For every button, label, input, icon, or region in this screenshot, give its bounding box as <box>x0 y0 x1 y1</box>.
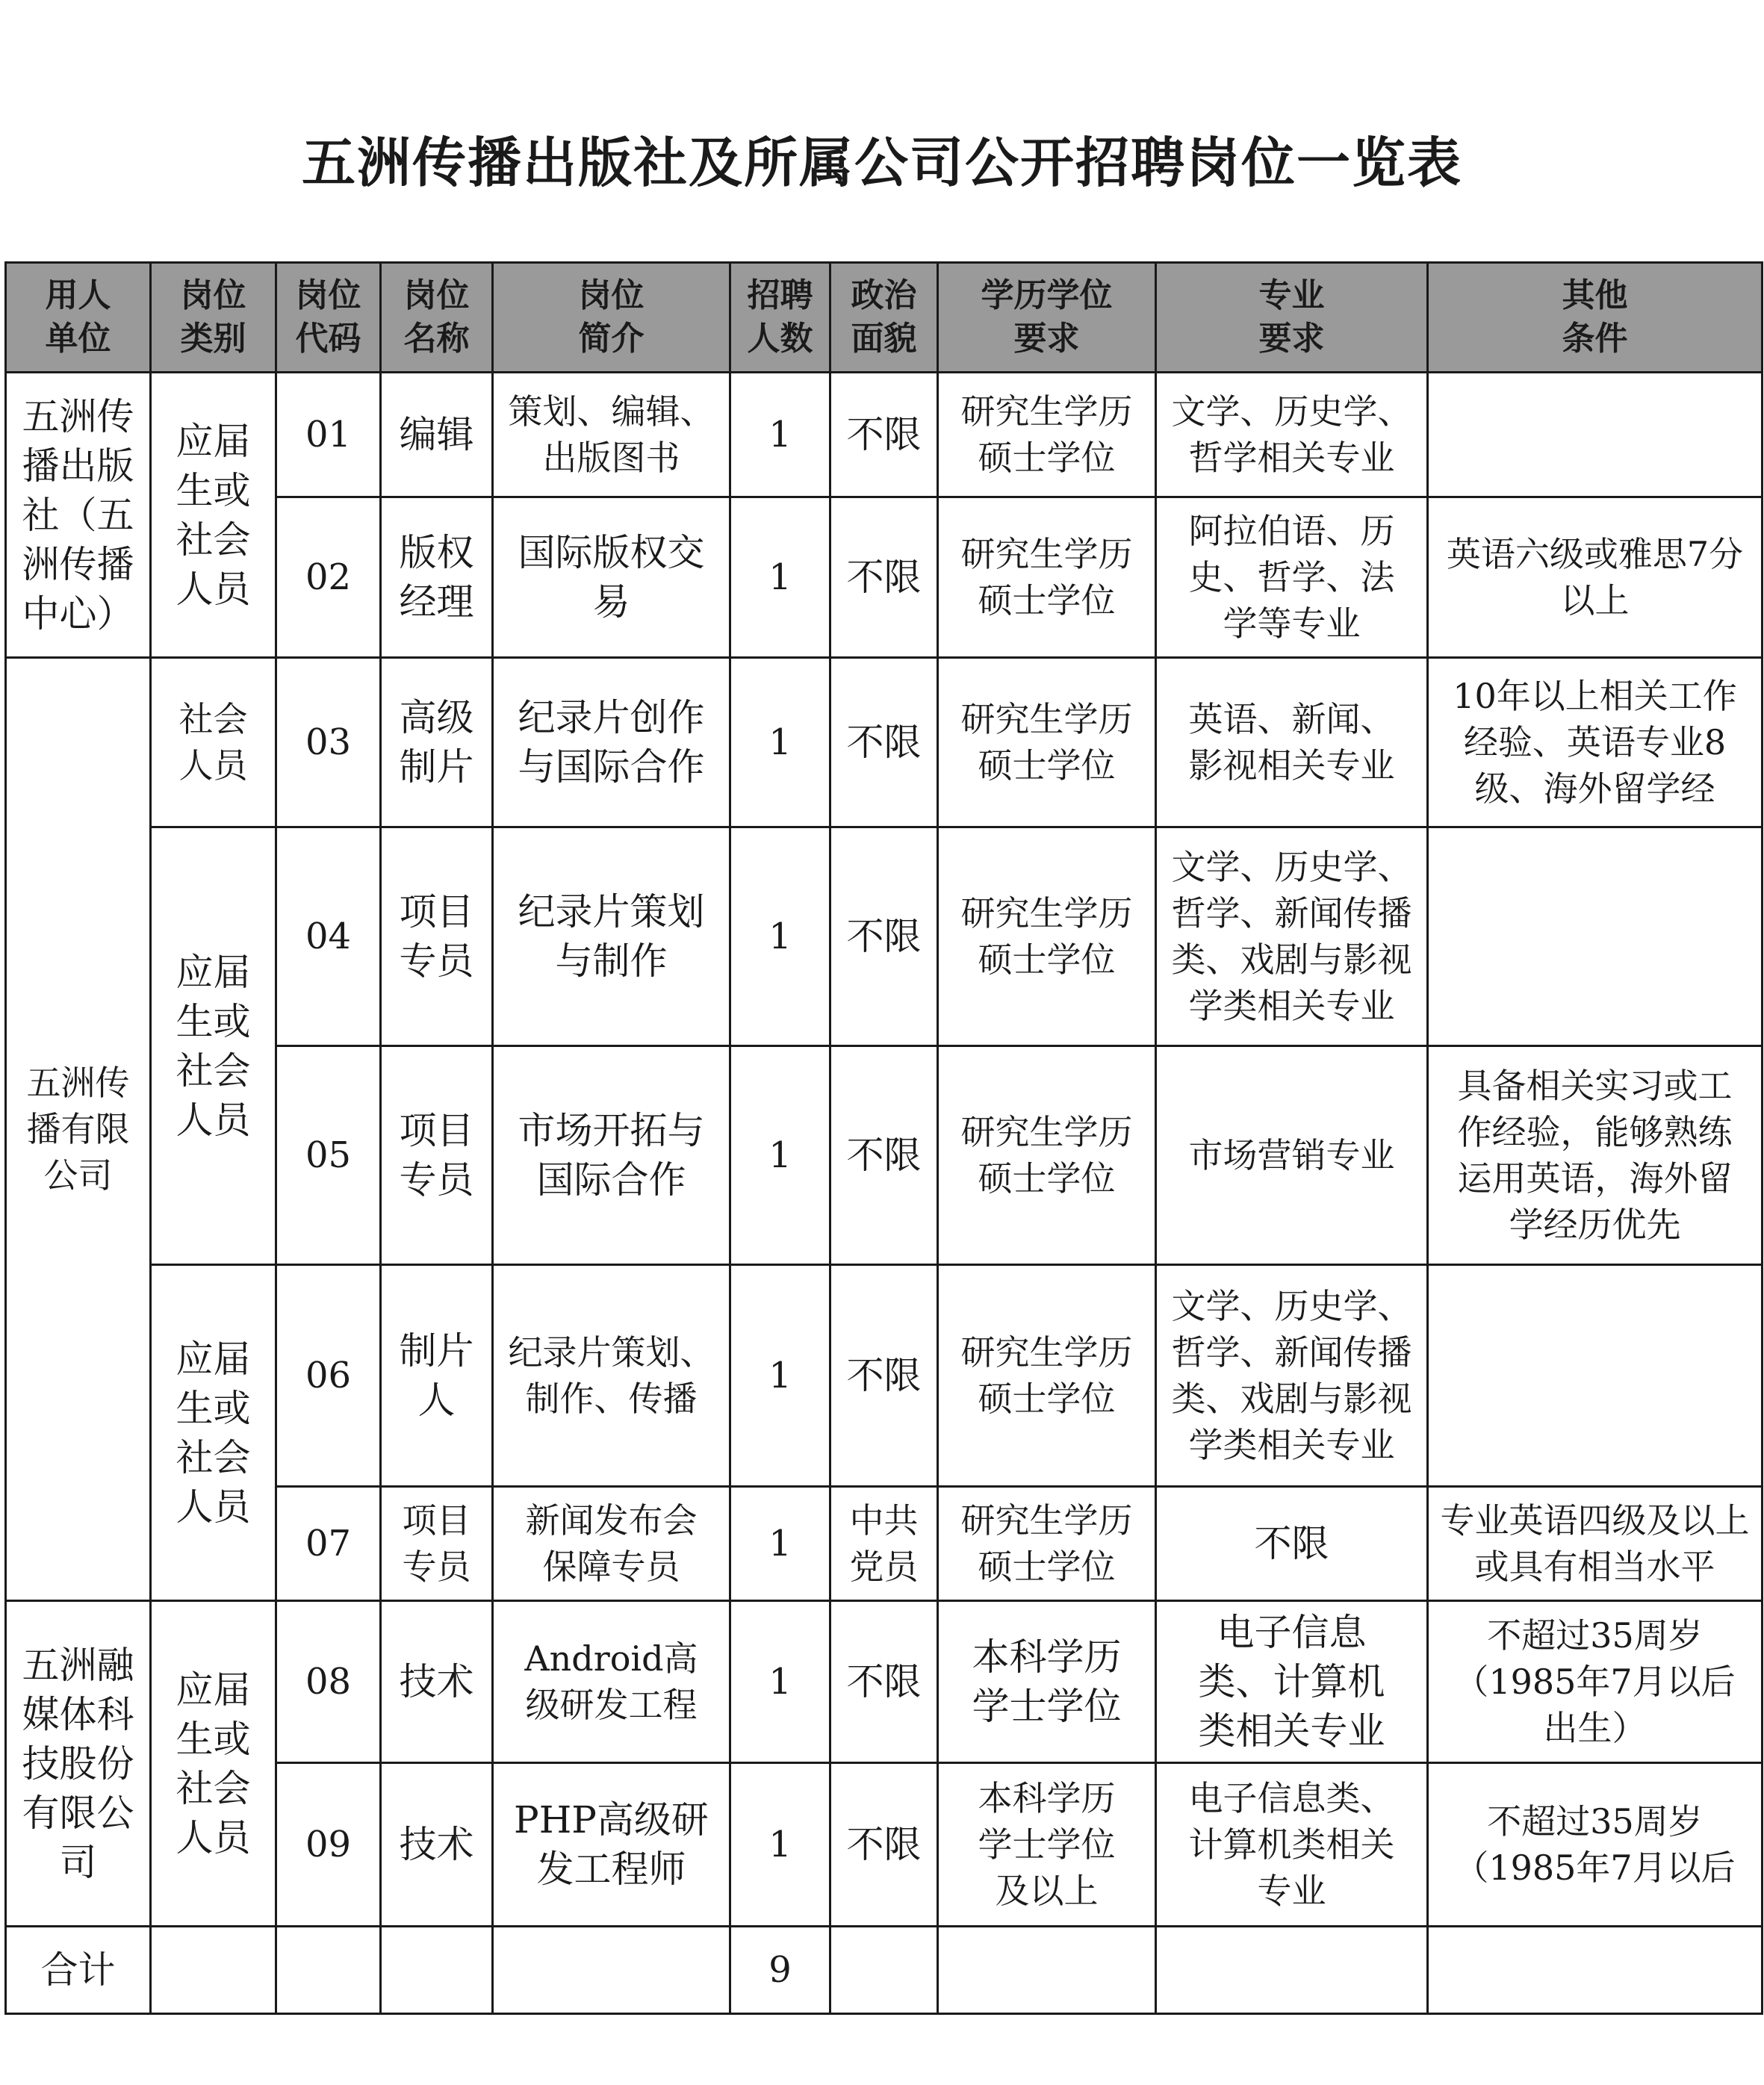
total-row <box>6 1927 1763 2014</box>
major-cell: 英语、新闻、 影视相关专业 <box>1156 658 1428 827</box>
category-cell: 应届 生或 社会 人员 <box>151 373 276 658</box>
political-cell: 不限 <box>830 1046 938 1265</box>
education-cell: 本科学历 学士学位 <box>938 1601 1156 1763</box>
total-count: 9 <box>730 1927 830 2014</box>
code-cell: 04 <box>276 827 381 1046</box>
other-cell: 专业英语四级及以上 或具有相当水平 <box>1428 1487 1763 1601</box>
header-count: 招聘 人数 <box>730 263 830 373</box>
header-political: 政治 面貌 <box>830 263 938 373</box>
count-cell: 1 <box>730 1763 830 1927</box>
name-cell: 项目 专员 <box>381 1487 493 1601</box>
name-cell: 技术 <box>381 1601 493 1763</box>
category-cell: 社会 人员 <box>151 658 276 827</box>
count-cell: 1 <box>730 827 830 1046</box>
other-cell: 10年以上相关工作 经验、英语专业8 级、海外留学经 <box>1428 658 1763 827</box>
name-cell: 制片 人 <box>381 1265 493 1487</box>
table-row <box>6 373 1763 497</box>
other-cell <box>1428 373 1763 497</box>
recruitment-table <box>4 261 1763 2015</box>
education-cell: 研究生学历 硕士学位 <box>938 658 1156 827</box>
political-cell: 不限 <box>830 1763 938 1927</box>
political-cell: 中共 党员 <box>830 1487 938 1601</box>
political-cell: 不限 <box>830 658 938 827</box>
count-cell: 1 <box>730 373 830 497</box>
empty-cell <box>276 1927 381 2014</box>
intro-cell: 新闻发布会 保障专员 <box>493 1487 730 1601</box>
code-cell: 09 <box>276 1763 381 1927</box>
count-cell: 1 <box>730 1601 830 1763</box>
total-label: 合计 <box>6 1927 151 2014</box>
empty-cell <box>830 1927 938 2014</box>
unit-cell: 五洲融 媒体科 技股份 有限公 司 <box>6 1601 151 1927</box>
header-code: 岗位 代码 <box>276 263 381 373</box>
major-cell: 阿拉伯语、历 史、哲学、法 学等专业 <box>1156 497 1428 658</box>
name-cell: 编辑 <box>381 373 493 497</box>
empty-cell <box>1428 1927 1763 2014</box>
major-cell: 文学、历史学、 哲学、新闻传播 类、戏剧与影视 学类相关专业 <box>1156 827 1428 1046</box>
education-cell: 研究生学历 硕士学位 <box>938 497 1156 658</box>
header-education: 学历学位 要求 <box>938 263 1156 373</box>
empty-cell <box>493 1927 730 2014</box>
intro-cell: 纪录片策划、 制作、传播 <box>493 1265 730 1487</box>
intro-cell: Android高 级研发工程 <box>493 1601 730 1763</box>
major-cell: 市场营销专业 <box>1156 1046 1428 1265</box>
other-cell <box>1428 1265 1763 1487</box>
table-row <box>6 1265 1763 1487</box>
intro-cell: 策划、编辑、 出版图书 <box>493 373 730 497</box>
political-cell: 不限 <box>830 1601 938 1763</box>
code-cell: 01 <box>276 373 381 497</box>
count-cell: 1 <box>730 1265 830 1487</box>
other-cell: 具备相关实习或工 作经验，能够熟练 运用英语，海外留 学经历优先 <box>1428 1046 1763 1265</box>
count-cell: 1 <box>730 1046 830 1265</box>
name-cell: 项目 专员 <box>381 1046 493 1265</box>
header-category: 岗位 类别 <box>151 263 276 373</box>
table-row <box>6 827 1763 1046</box>
intro-cell: 纪录片策划 与制作 <box>493 827 730 1046</box>
empty-cell <box>151 1927 276 2014</box>
empty-cell <box>938 1927 1156 2014</box>
category-cell: 应届 生或 社会 人员 <box>151 827 276 1265</box>
education-cell: 研究生学历 硕士学位 <box>938 1046 1156 1265</box>
code-cell: 02 <box>276 497 381 658</box>
other-cell: 不超过35周岁 （1985年7月以后 <box>1428 1763 1763 1927</box>
code-cell: 05 <box>276 1046 381 1265</box>
header-major: 专业 要求 <box>1156 263 1428 373</box>
count-cell: 1 <box>730 497 830 658</box>
count-cell: 1 <box>730 1487 830 1601</box>
header-other: 其他 条件 <box>1428 263 1763 373</box>
code-cell: 07 <box>276 1487 381 1601</box>
education-cell: 本科学历 学士学位 及以上 <box>938 1763 1156 1927</box>
page-title: 五洲传播出版社及所属公司公开招聘岗位一览表 <box>301 131 1462 194</box>
header-intro: 岗位 简介 <box>493 263 730 373</box>
political-cell: 不限 <box>830 373 938 497</box>
header-unit: 用人 单位 <box>6 263 151 373</box>
other-cell <box>1428 827 1763 1046</box>
table-header-row <box>6 263 1763 373</box>
code-cell: 08 <box>276 1601 381 1763</box>
intro-cell: PHP高级研 发工程师 <box>493 1763 730 1927</box>
education-cell: 研究生学历 硕士学位 <box>938 827 1156 1046</box>
major-cell: 电子信息 类、计算机 类相关专业 <box>1156 1601 1428 1763</box>
table-row <box>6 1601 1763 1763</box>
header-name: 岗位 名称 <box>381 263 493 373</box>
name-cell: 版权 经理 <box>381 497 493 658</box>
other-cell: 英语六级或雅思7分 以上 <box>1428 497 1763 658</box>
count-cell: 1 <box>730 658 830 827</box>
unit-cell: 五洲传 播有限 公司 <box>6 658 151 1601</box>
name-cell: 高级 制片 <box>381 658 493 827</box>
category-cell: 应届 生或 社会 人员 <box>151 1265 276 1601</box>
category-cell: 应届 生或 社会 人员 <box>151 1601 276 1927</box>
major-cell: 文学、历史学、 哲学、新闻传播 类、戏剧与影视 学类相关专业 <box>1156 1265 1428 1487</box>
education-cell: 研究生学历 硕士学位 <box>938 1487 1156 1601</box>
empty-cell <box>1156 1927 1428 2014</box>
political-cell: 不限 <box>830 497 938 658</box>
intro-cell: 纪录片创作 与国际合作 <box>493 658 730 827</box>
major-cell: 不限 <box>1156 1487 1428 1601</box>
major-cell: 文学、历史学、 哲学相关专业 <box>1156 373 1428 497</box>
intro-cell: 国际版权交 易 <box>493 497 730 658</box>
political-cell: 不限 <box>830 1265 938 1487</box>
education-cell: 研究生学历 硕士学位 <box>938 373 1156 497</box>
unit-cell: 五洲传 播出版 社（五 洲传播 中心） <box>6 373 151 658</box>
major-cell: 电子信息类、 计算机类相关 专业 <box>1156 1763 1428 1927</box>
empty-cell <box>381 1927 493 2014</box>
name-cell: 技术 <box>381 1763 493 1927</box>
name-cell: 项目 专员 <box>381 827 493 1046</box>
code-cell: 06 <box>276 1265 381 1487</box>
other-cell: 不超过35周岁 （1985年7月以后 出生） <box>1428 1601 1763 1763</box>
code-cell: 03 <box>276 658 381 827</box>
education-cell: 研究生学历 硕士学位 <box>938 1265 1156 1487</box>
political-cell: 不限 <box>830 827 938 1046</box>
table-row <box>6 658 1763 827</box>
intro-cell: 市场开拓与 国际合作 <box>493 1046 730 1265</box>
